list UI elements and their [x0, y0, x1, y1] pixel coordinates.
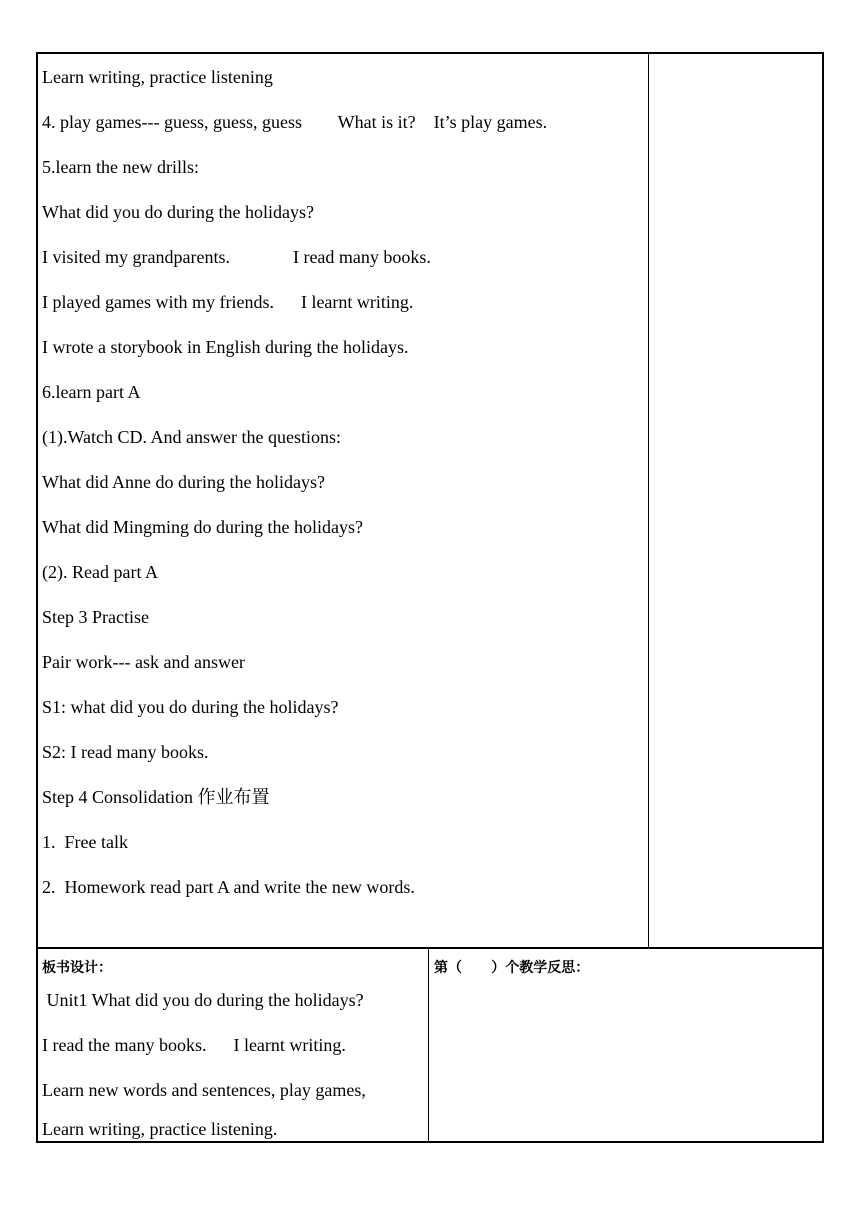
text-line: 6.learn part A	[42, 382, 141, 402]
text-line: Learn writing, practice listening	[42, 67, 273, 87]
text-line: (1).Watch CD. And answer the questions:	[42, 427, 341, 447]
text-line: What did you do during the holidays?	[42, 202, 314, 222]
text-line	[42, 786, 270, 809]
text-line: Step 3 Practise	[42, 607, 149, 627]
text-line: 4. play games--- guess, guess, guess What is it? It’s play games.	[42, 112, 548, 132]
text-line: 1. Free talk	[42, 832, 128, 852]
text-line: What did Anne do during the holidays?	[42, 472, 325, 492]
homework-label-cn: 作业布置	[197, 787, 270, 808]
step-4-heading: Step 4 Consolidation	[42, 787, 198, 807]
table-row-divider	[36, 947, 824, 949]
text-line: I wrote a storybook in English during the holidays.	[42, 337, 409, 357]
text-line: I played games with my friends. I learnt writing.	[42, 292, 414, 312]
board-text-line: I read the many books. I learnt writing.	[42, 1035, 346, 1055]
text-line: (2). Read part A	[42, 562, 158, 582]
board-text-line: Unit1 What did you do during the holidays?	[42, 990, 364, 1010]
bottom-column-divider	[428, 948, 429, 1143]
text-line: S2: I read many books.	[42, 742, 209, 762]
text-line: I visited my grandparents. I read many books.	[42, 247, 431, 267]
text-line: 2. Homework read part A and write the new words.	[42, 877, 415, 897]
right-column-divider	[648, 52, 649, 948]
board-text-line: Learn writing, practice listening.	[42, 1119, 278, 1139]
text-line: S1: what did you do during the holidays?	[42, 697, 339, 717]
text-line: What did Mingming do during the holidays?	[42, 517, 363, 537]
board-text-line: Learn new words and sentences, play games,	[42, 1080, 366, 1100]
text-line: 5.learn the new drills:	[42, 157, 199, 177]
text-line: Pair work--- ask and answer	[42, 652, 245, 672]
reflection-label: 第（ ）个教学反思：	[434, 960, 590, 976]
board-design-label: 板书设计：	[42, 960, 112, 976]
